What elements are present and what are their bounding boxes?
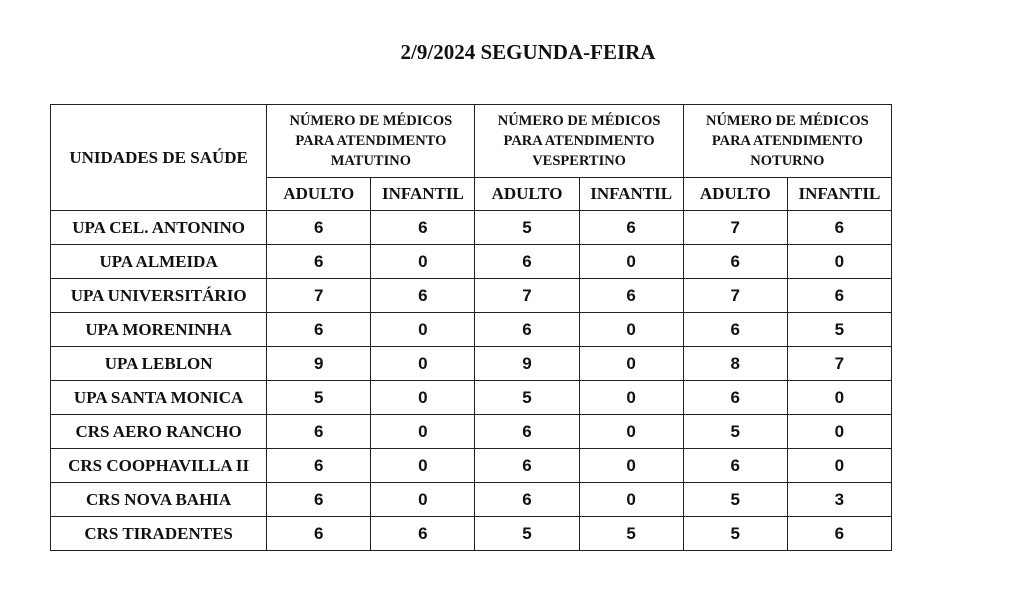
table-row xyxy=(51,245,892,279)
doctor-count: 5 xyxy=(683,517,787,551)
unit-name: CRS NOVA BAHIA xyxy=(51,483,267,517)
period-header-afternoon xyxy=(475,105,683,178)
table-row xyxy=(51,347,892,381)
doctor-count: 0 xyxy=(371,415,475,449)
doctor-count: 9 xyxy=(475,347,579,381)
unit-name: UPA ALMEIDA xyxy=(51,245,267,279)
page-title: 2/9/2024 SEGUNDA-FEIRA xyxy=(400,40,656,64)
doctor-count: 0 xyxy=(787,381,891,415)
night-adult-header: ADULTO xyxy=(683,178,787,211)
doctor-count: 8 xyxy=(683,347,787,381)
unit-name: CRS TIRADENTES xyxy=(51,517,267,551)
doctor-count: 0 xyxy=(371,449,475,483)
doctor-count: 6 xyxy=(267,245,371,279)
doctor-count: 6 xyxy=(683,313,787,347)
table-row xyxy=(51,211,892,245)
doctor-count: 0 xyxy=(579,415,683,449)
table-row xyxy=(51,517,892,551)
doctor-count: 0 xyxy=(787,245,891,279)
doctor-count: 7 xyxy=(683,279,787,313)
afternoon-child-header: INFANTIL xyxy=(579,178,683,211)
unit-name: CRS COOPHAVILLA II xyxy=(51,449,267,483)
doctor-count: 6 xyxy=(787,211,891,245)
doctor-count: 0 xyxy=(371,483,475,517)
doctor-count: 7 xyxy=(683,211,787,245)
unit-name: UPA SANTA MONICA xyxy=(51,381,267,415)
doctor-count: 0 xyxy=(579,245,683,279)
unit-name: UPA CEL. ANTONINO xyxy=(51,211,267,245)
period-line: VESPERTINO xyxy=(532,153,626,169)
doctor-count: 5 xyxy=(475,517,579,551)
doctor-count: 6 xyxy=(683,449,787,483)
unit-name: UPA MORENINHA xyxy=(51,313,267,347)
period-header-night xyxy=(683,105,891,178)
doctor-count: 6 xyxy=(267,449,371,483)
period-line: PARA ATENDIMENTO xyxy=(295,133,447,149)
doctor-count: 6 xyxy=(475,245,579,279)
doctor-count: 9 xyxy=(267,347,371,381)
doctor-count: 6 xyxy=(579,211,683,245)
period-line: NOTURNO xyxy=(750,153,825,169)
doctor-count: 0 xyxy=(579,347,683,381)
doctor-count: 0 xyxy=(787,415,891,449)
table-row xyxy=(51,313,892,347)
morning-child-header: INFANTIL xyxy=(371,178,475,211)
period-header-morning xyxy=(267,105,475,178)
table-row xyxy=(51,381,892,415)
doctor-count: 6 xyxy=(267,313,371,347)
doctors-schedule-table xyxy=(50,104,892,551)
doctor-count: 6 xyxy=(683,245,787,279)
doctor-count: 5 xyxy=(475,381,579,415)
period-line: NÚMERO DE MÉDICOS xyxy=(497,113,661,129)
doctor-count: 0 xyxy=(371,245,475,279)
doctor-count: 5 xyxy=(267,381,371,415)
unit-name: CRS AERO RANCHO xyxy=(51,415,267,449)
doctor-count: 3 xyxy=(787,483,891,517)
period-line: PARA ATENDIMENTO xyxy=(711,133,863,149)
unit-name: UPA UNIVERSITÁRIO xyxy=(51,279,267,313)
doctor-count: 6 xyxy=(267,211,371,245)
doctor-count: 5 xyxy=(787,313,891,347)
doctor-count: 0 xyxy=(579,449,683,483)
period-line: NÚMERO DE MÉDICOS xyxy=(289,113,453,129)
doctor-count: 6 xyxy=(787,517,891,551)
doctor-count: 6 xyxy=(475,483,579,517)
night-child-header: INFANTIL xyxy=(787,178,891,211)
period-line: MATUTINO xyxy=(330,153,411,169)
doctor-count: 0 xyxy=(787,449,891,483)
table-row xyxy=(51,279,892,313)
doctor-count: 5 xyxy=(683,415,787,449)
units-column-header: UNIDADES DE SAÚDE xyxy=(51,105,267,211)
doctor-count: 5 xyxy=(579,517,683,551)
doctor-count: 7 xyxy=(267,279,371,313)
table-row xyxy=(51,415,892,449)
doctor-count: 6 xyxy=(371,211,475,245)
table-row xyxy=(51,483,892,517)
doctor-count: 6 xyxy=(683,381,787,415)
doctor-count: 6 xyxy=(579,279,683,313)
period-line: NÚMERO DE MÉDICOS xyxy=(705,113,869,129)
doctor-count: 0 xyxy=(371,347,475,381)
doctor-count: 0 xyxy=(371,381,475,415)
doctor-count: 6 xyxy=(267,483,371,517)
doctor-count: 6 xyxy=(475,415,579,449)
doctor-count: 6 xyxy=(371,517,475,551)
header-row xyxy=(51,105,892,178)
morning-adult-header: ADULTO xyxy=(267,178,371,211)
unit-name: UPA LEBLON xyxy=(51,347,267,381)
table-row xyxy=(51,449,892,483)
doctor-count: 0 xyxy=(579,483,683,517)
doctor-count: 6 xyxy=(787,279,891,313)
doctor-count: 7 xyxy=(787,347,891,381)
doctor-count: 6 xyxy=(475,313,579,347)
afternoon-adult-header: ADULTO xyxy=(475,178,579,211)
doctor-count: 0 xyxy=(579,313,683,347)
doctor-count: 6 xyxy=(267,517,371,551)
doctor-count: 7 xyxy=(475,279,579,313)
doctor-count: 6 xyxy=(475,449,579,483)
doctor-count: 5 xyxy=(683,483,787,517)
period-line: PARA ATENDIMENTO xyxy=(503,133,655,149)
doctor-count: 5 xyxy=(475,211,579,245)
doctor-count: 6 xyxy=(371,279,475,313)
doctor-count: 0 xyxy=(371,313,475,347)
doctor-count: 6 xyxy=(267,415,371,449)
doctor-count: 0 xyxy=(579,381,683,415)
